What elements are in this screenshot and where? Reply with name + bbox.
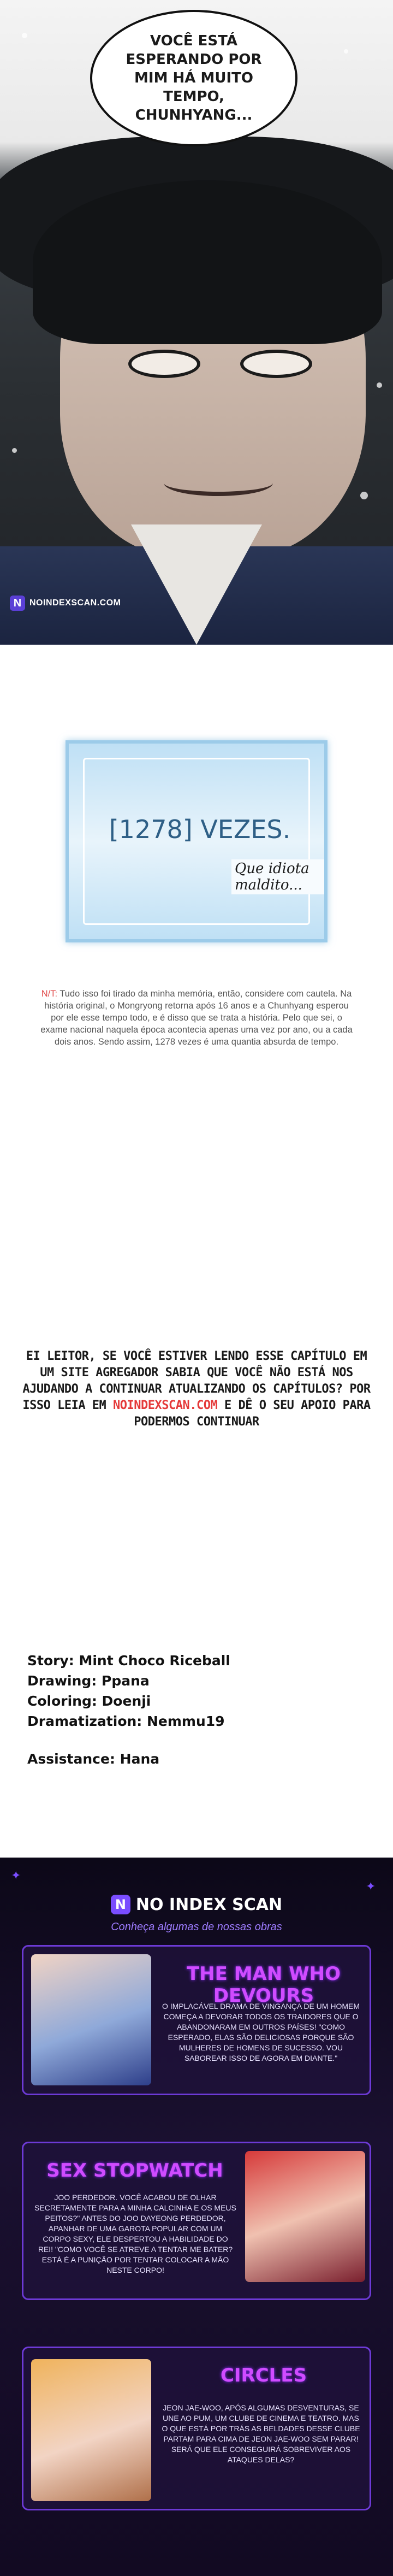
snowflake-decoration: ✦ — [366, 1879, 376, 1893]
character-eye-left — [128, 350, 200, 378]
work-title[interactable]: SEX STOPWATCH — [46, 2160, 223, 2182]
character-eye-right — [240, 350, 312, 378]
credits-panel — [0, 1530, 393, 1858]
site-link[interactable]: NOINDEXSCAN.COM — [113, 1399, 218, 1412]
snowflake-decoration: ✦ — [11, 1868, 21, 1882]
promo-subtitle: Conheça algumas de nossas obras — [111, 1921, 282, 1933]
system-window — [66, 740, 327, 942]
reader-message-text-1: EI LEITOR, SE VOCÊ ESTIVER LENDO ESSE CAPÍTULO EM UM SITE AGREGADOR SABIA QUE VOCÊ NÃO ESTÁ NOS AJUDANDO A CONTINUAR ATUALIZANDO OS CAPÍTULOS? POR ISSO LEIA EM — [22, 1349, 371, 1412]
reader-message-text-2: E DÊ O SEU APOIO PARA PODERMOS CONTINUAR — [134, 1399, 371, 1429]
work-description: JEON JAE-WOO, APÓS ALGUMAS DESVENTURAS, SE UNE AO PUM, UM CLUBE DE CINEMA E TEATRO. MAS O QUE ESTÁ POR TRÁS AS BELDADES DESSE CLUBE PARTAM PARA CIMA DE JEON JAE-WOO SEM PARAR! SERÁ QUE ELE CONSEGUIRÁ SOBREVIVER AOS ATAQUES DELAS? — [162, 2403, 360, 2464]
work-description: JOO PERDEDOR. VOCÊ ACABOU DE OLHAR SECRETAMENTE PARA A MINHA CALCINHA E OS MEUS PEITOS?" ANTES DO JOO DAYEONG PERDEDOR, APANHAR DE UMA GAROTA POPULAR COM UM CORPO SEXY, ELE DESPERTOU A HABILIDADE DO REI! "COMO VOCÊ SE ATREVE A TENTAR ME BATER? ESTÁ É A PUNIÇÃO POR TENTAR COLOCAR A MÃO NESTE CORPO! — [34, 2193, 236, 2274]
translator-note-text: Tudo isso foi tirado da minha memória, então, considere com cautela. Na história original, o Mongryong retorna após 16 anos e a Chunhyang esperou por ele esse tempo todo, e é disso que se trata a história. Pelo que sei, o exame nacional naquela época acontecia apenas uma vez por ano, ou a cada dois anos. Sendo assim, 1278 vezes é uma quantia absurda de tempo. — [40, 989, 353, 1047]
noindexscan-logo-icon: N — [10, 596, 25, 611]
credit-story: Story: Mint Choco Riceball — [27, 1653, 230, 1669]
credit-drawing: Drawing: Ppana — [27, 1673, 150, 1689]
promo-panel — [0, 1858, 393, 2576]
speech-text: VOCÊ ESTÁ ESPERANDO POR MIM HÁ MUITO TEMPO, CHUNHYANG... — [126, 33, 262, 123]
noindexscan-logo-icon: N — [111, 1895, 130, 1914]
work-description: O IMPLACÁVEL DRAMA DE VINGANÇA DE UM HOMEM COMEÇA A DEVORAR TODOS OS TRAIDORES QUE O ABANDONARAM EM OUTROS PAÍSES! "COMO ESPERADO, ELAS SÃO DELICIOSAS PORQUE SÃO MULHERES DE HOMENS DE SUCESSO. VOU SABOREAR ISSO DE AGORA EM DIANTE." — [162, 2002, 360, 2062]
promo-header — [0, 1895, 393, 1934]
comic-panel-1 — [0, 0, 393, 645]
translator-note-label: N/T: — [41, 989, 58, 999]
system-window-text: [1278] VEZES. — [109, 815, 291, 844]
whisper-text: Que idiota maldito... — [231, 859, 324, 894]
reader-message-panel — [0, 1093, 393, 1530]
work-title[interactable]: CIRCLES — [220, 2365, 307, 2386]
watermark-text: NOINDEXSCAN.COM — [29, 598, 121, 608]
work-cover — [31, 2359, 151, 2501]
credit-dramatization: Dramatization: Nemmu19 — [27, 1713, 225, 1729]
work-title[interactable]: THE MAN WHO DEVOURS — [186, 1963, 341, 2007]
comic-panel-2 — [0, 645, 393, 1093]
credit-assistance: Assistance: Hana — [27, 1751, 160, 1767]
work-cover — [31, 1954, 151, 2085]
work-cover — [245, 2151, 365, 2282]
translator-note — [38, 988, 355, 1048]
speech-bubble — [90, 10, 297, 146]
promo-brand-text: NO INDEX SCAN — [135, 1895, 283, 1914]
work-card[interactable] — [22, 2142, 371, 2300]
promo-brand — [111, 1895, 282, 1914]
work-card[interactable] — [22, 1945, 371, 2095]
character-hair — [33, 180, 382, 344]
watermark — [10, 596, 121, 611]
character-mouth — [164, 470, 273, 496]
reader-message — [22, 1348, 371, 1430]
credit-coloring: Coloring: Doenji — [27, 1693, 151, 1709]
work-card[interactable] — [22, 2347, 371, 2510]
